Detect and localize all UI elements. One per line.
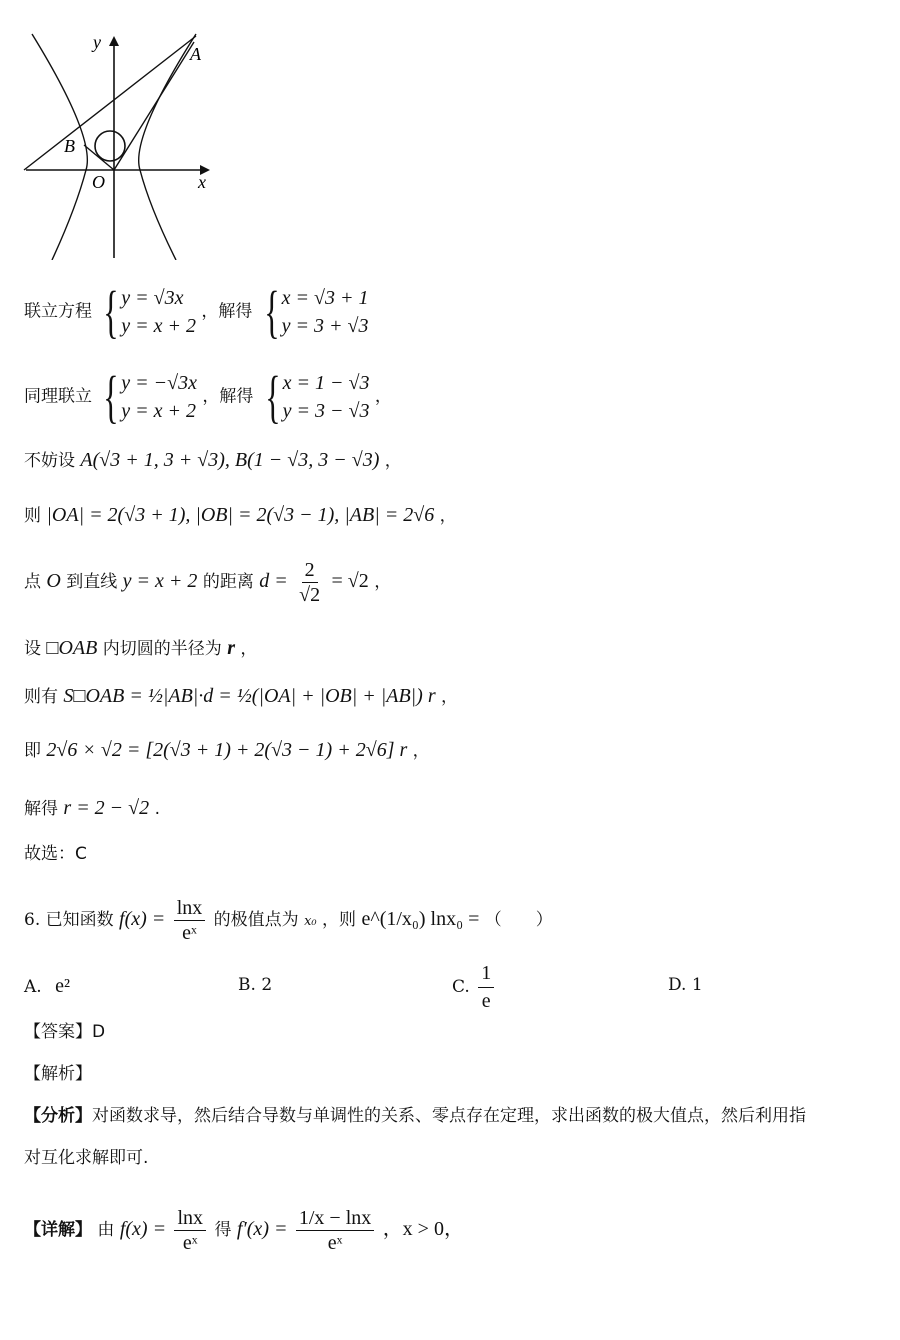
function-fraction: $\frac{\ln x}{\text{eˣ}}$ [174,898,206,943]
solution-line-3: 不妨设 A(√3 + 1, 3 + √3), B(1 − √3, 3 − √3) ， [24,449,402,471]
solution-line-2: 同理联立 { y = −√3x y = x + 2 ，解得 { x = 1 − √3 y = 3 − √3 ， [24,364,392,429]
figure-label-O: O [92,172,105,192]
solution-line-4: 则 |OA| = 2(√3 + 1), |OB| = 2(√3 − 1), |AB| = 2√6 ， [24,504,457,526]
detail-line: 【详解】 由 f(x) = $\frac{\ln x}{\text{eˣ}}$ 得 f′(x) = $\frac{1/x - \ln x}{\text{eˣ}}$ ，x > 0， [24,1207,464,1254]
figure-label-A: A [190,44,201,64]
option-d[interactable]: D. 1 [668,975,703,995]
fenxi-line-2: 对互化求解即可. [24,1148,149,1168]
option-a[interactable]: A. e² [24,975,70,997]
figure-label-B: B [64,136,75,156]
question-number: 6. [24,910,41,930]
figure-label-x: x [198,172,206,192]
solution-line-9: 解得 r = 2 − √2 . [24,797,160,819]
distance-fraction: $\frac{2}{√2}$ [299,559,321,606]
answer-label: 【答案】D [24,1022,106,1042]
analysis-label: 【解析】 [24,1064,92,1084]
solution-system-2: { x = 1 − √3 y = 3 − √3 [265,364,370,429]
detail-function-fraction: $\frac{\ln x}{\text{eˣ}}$ [174,1208,206,1253]
solution-line-7: 则有 S□OAB = ½|AB|·d = ½(|OA| + |OB| + |AB|) r ， [24,685,459,707]
question-6: 6. 已知函数 f(x) = $\frac{\ln x}{\text{eˣ}}$ 的极值点为 x₀ ，则 e^(1/x₀) lnx₀ = （ ） [24,897,553,944]
derivative-fraction: $\frac{1/x - \ln x}{\text{eˣ}}$ [296,1208,374,1253]
equation-system-1: { y = √3x y = x + 2 [103,279,196,344]
option-b[interactable]: B. 2 [238,975,273,995]
equation-system-2: { y = −√3x y = x + 2 [103,364,197,429]
option-c[interactable]: C. $\frac{1}{e}$ [452,962,497,1013]
answer-choice-line: 故选：C [24,844,87,864]
fenxi-line-1: 【分析】对函数求导，然后结合导数与单调性的关系、零点存在定理，求出函数的极大值点，然后利用指 [24,1106,806,1126]
hyperbola-figure [18,28,228,260]
solution-system-1: { x = √3 + 1 y = 3 + √3 [264,279,369,344]
solution-line-1: 联立方程 { y = √3x y = x + 2 ，解得 { x = √3 + 1 y = 3 + √3 [24,279,369,344]
figure-label-y: y [93,32,101,52]
solution-line-8: 即 2√6 × √2 = [2(√3 + 1) + 2(√3 − 1) + 2√6] r ， [24,739,430,761]
solution-line-6: 设 □OAB 内切圆的半径为 r ， [24,637,258,659]
solution-line-5: 点 O 到直线 y = x + 2 的距离 d = $\frac{2}{√2}$ = √2 ， [24,559,392,606]
